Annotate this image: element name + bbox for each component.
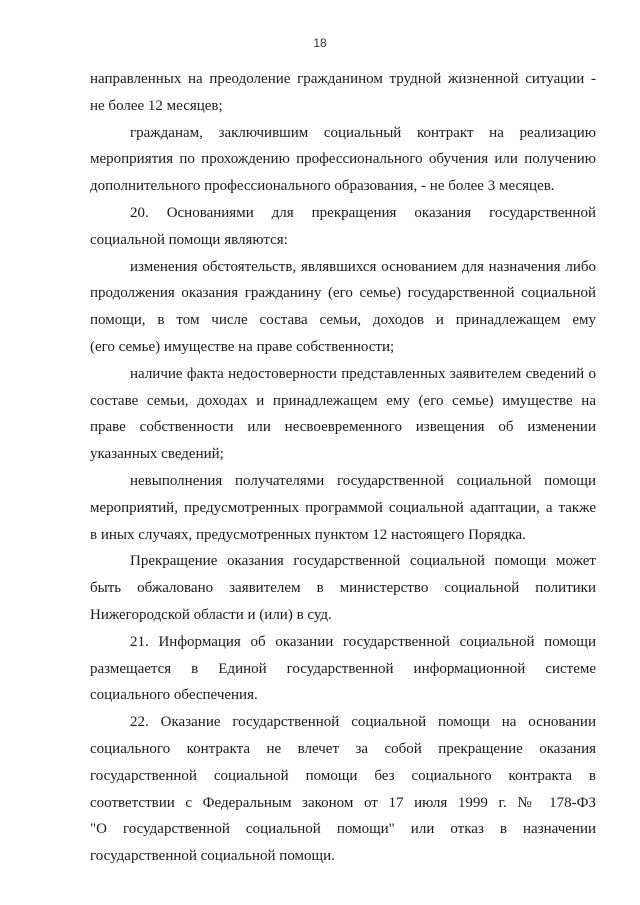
text-line: праве собственности или несвоевременного извещения об изменении bbox=[90, 419, 596, 436]
text-line: указанных сведений; bbox=[90, 446, 224, 463]
text-line: государственной социальной помощи без социального контракта в bbox=[90, 767, 596, 784]
text-line: государственной социальной помощи. bbox=[90, 848, 335, 865]
text-line: социального обеспечения. bbox=[90, 687, 258, 704]
text-line: мероприятий, предусмотренных программой социальной адаптации, а также bbox=[90, 499, 596, 516]
text-line: мероприятия по прохождению профессионального обучения или получению bbox=[90, 151, 596, 168]
text-line: невыполнения получателями государственной социальной помощи bbox=[130, 472, 596, 489]
document-body bbox=[90, 66, 596, 870]
text-line: размещается в Единой государственной информационной системе bbox=[90, 660, 596, 677]
paragraph-22-heading: 22. Оказание государственной социальной помощи на основании bbox=[130, 714, 596, 731]
text-line: Нижегородской области и (или) в суд. bbox=[90, 606, 332, 623]
text-line: "О государственной социальной помощи" или отказ в назначении bbox=[90, 821, 596, 838]
text-line: в иных случаях, предусмотренных пунктом 12 настоящего Порядка. bbox=[90, 526, 526, 543]
text-line: помощи, в том числе состава семьи, доходов и принадлежащем ему bbox=[90, 312, 596, 329]
text-line: продолжения оказания гражданину (его семье) государственной социальной bbox=[90, 285, 596, 302]
text-line: составе семьи, доходах и принадлежащем ему (его семье) имуществе на bbox=[90, 392, 596, 409]
text-line: Прекращение оказания государственной социальной помощи может bbox=[130, 553, 596, 570]
page-number: 18 bbox=[313, 36, 327, 50]
text-line: гражданам, заключившим социальный контракт на реализацию bbox=[130, 124, 596, 141]
text-line: дополнительного профессионального образования, - не более 3 месяцев. bbox=[90, 178, 555, 195]
text-line: социального контракта не влечет за собой прекращение оказания bbox=[90, 740, 596, 757]
paragraph-21-heading: 21. Информация об оказании государственной социальной помощи bbox=[130, 633, 596, 650]
text-line: наличие факта недостоверности представленных заявителем сведений о bbox=[130, 365, 596, 382]
text-line: направленных на преодоление гражданином трудной жизненной ситуации - bbox=[90, 71, 596, 87]
text-line: социальной помощи являются: bbox=[90, 231, 288, 248]
paragraph-20-heading: 20. Основаниями для прекращения оказания государственной bbox=[130, 204, 596, 221]
text-line: соответствии с Федеральным законом от 17 июля 1999 г. № 178-ФЗ bbox=[90, 794, 596, 811]
text-line: быть обжаловано заявителем в министерство социальной политики bbox=[90, 580, 596, 597]
text-line: (его семье) имуществе на праве собственности; bbox=[90, 338, 395, 355]
text-line: изменения обстоятельств, являвшихся основанием для назначения либо bbox=[130, 258, 596, 275]
text-line: не более 12 месяцев; bbox=[90, 97, 223, 114]
